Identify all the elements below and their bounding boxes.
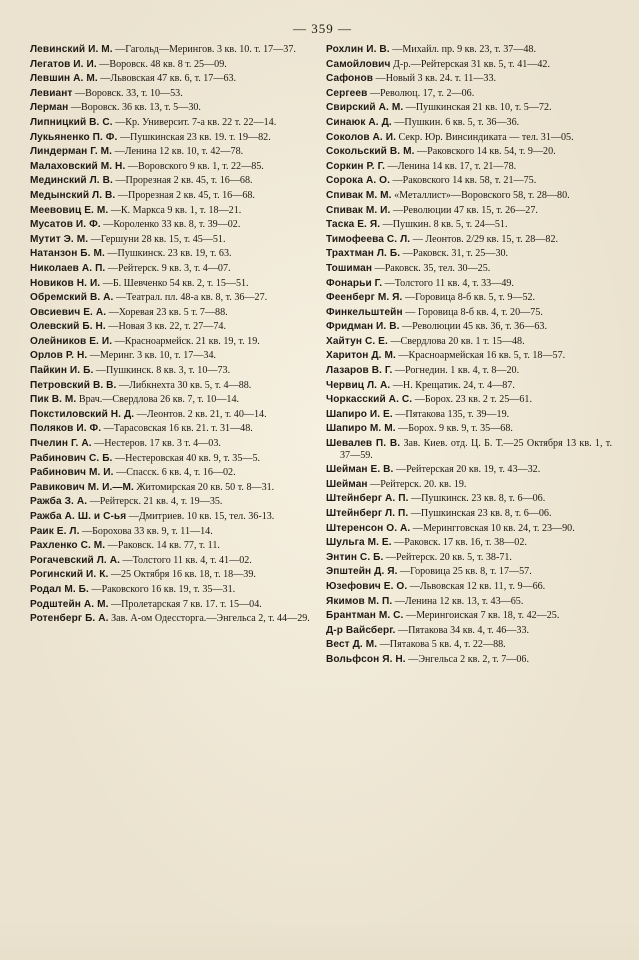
entry-details: —Рейтерск. 20. кв. 19. — [370, 478, 467, 490]
entry-details: —Горовица 25 кв. 8, т. 17—57. — [400, 566, 532, 578]
directory-entry — [326, 394, 612, 406]
entry-details: —Ленина 14 кв. 17, т. 21—78. — [387, 160, 517, 172]
directory-entry — [326, 292, 612, 304]
entry-name: Харитон Д. М. — [326, 350, 396, 362]
entry-details: —Пятакова 135, т. 39—19. — [395, 408, 510, 420]
columns — [30, 44, 615, 669]
directory-entry — [30, 175, 316, 187]
directory-entry — [30, 394, 316, 406]
directory-entry — [30, 102, 316, 114]
entry-name: Энтин С. Б. — [326, 551, 384, 563]
directory-entry — [30, 453, 316, 465]
entry-details: —Борох. 9 кв. 9, т. 35—68. — [398, 423, 513, 435]
entry-details: —Тарасовская 16 кв. 21. т. 31—48. — [103, 423, 253, 435]
entry-name: Мусатов И. Ф. — [30, 219, 101, 231]
entry-details: —Горовица 8-б кв. 5, т. 9—52. — [404, 292, 536, 304]
entry-details: —Раковск. 35, тел. 30—25. — [374, 262, 491, 274]
entry-name: Рохлин И. В. — [326, 44, 390, 55]
entry-name: Соркин Р. Г. — [326, 160, 386, 172]
entry-details: —Кр. Университ. 7-а кв. 22 т. 22—14. — [115, 116, 277, 128]
entry-details: —Раковск. 31, т. 25—30. — [402, 248, 509, 260]
entry-name: Штейнберг А. П. — [326, 493, 409, 505]
entry-name: Раик Е. Л. — [30, 525, 80, 537]
entry-name: Лазаров В. Г. — [326, 365, 393, 377]
directory-entry — [30, 205, 316, 217]
directory-entry — [30, 146, 316, 158]
directory-entry — [30, 555, 316, 567]
entry-details: —Раковск. 17 кв. 16, т. 38—02. — [394, 537, 527, 549]
directory-entry — [30, 73, 316, 85]
directory-entry — [30, 190, 316, 202]
entry-details: —Ленина 12 кв. 10, т. 42—78. — [114, 146, 244, 158]
entry-name: Рабинович С. Б. — [30, 452, 113, 464]
entry-name: Шапиро И. Е. — [326, 408, 393, 420]
directory-entry — [30, 350, 316, 362]
entry-details: —Гагольд—Мерингов. 3 кв. 10. т. 17—37. — [115, 44, 296, 55]
entry-details: —Нестеров. 17 кв. 3 т. 4—03. — [94, 438, 221, 450]
entry-details: —Пушкинск. 23 кв. 19, т. 63. — [107, 248, 232, 260]
directory-entry — [30, 278, 316, 290]
entry-name: Родал М. Б. — [30, 583, 89, 595]
directory-entry — [326, 566, 612, 578]
entry-details: —Раковского 16 кв. 19, т. 35—31. — [91, 583, 236, 595]
directory-entry — [326, 581, 612, 593]
entry-name: Пайкин И. Б. — [30, 365, 94, 377]
directory-entry — [326, 219, 612, 231]
page-bottom-edge — [0, 920, 639, 960]
entry-name: Сокольский В. М. — [326, 146, 415, 158]
directory-entry — [30, 496, 316, 508]
entry-name: Шейман — [326, 478, 368, 490]
directory-entry — [30, 423, 316, 435]
entry-name: Левинский И. М. — [30, 44, 113, 55]
entry-name: Свирский А. М. — [326, 102, 404, 114]
entry-details: —Красноармейская 16 кв. 5, т. 18—57. — [398, 350, 566, 362]
entry-details: —Толстого 11 кв. 4, т. 41—02. — [122, 554, 252, 566]
entry-details: —Революции 45 кв. 36, т. 36—63. — [402, 321, 547, 333]
directory-entry — [326, 552, 612, 564]
entry-name: Равикович М. И.—М. — [30, 481, 134, 493]
entry-details: Житомирская 20 кв. 50 т. 8—31. — [136, 481, 275, 493]
directory-entry — [30, 467, 316, 479]
entry-details: —Михайл. пр. 9 кв. 23, т. 37—48. — [392, 44, 536, 55]
entry-name: Таска Е. Я. — [326, 219, 381, 231]
entry-name: Петровский В. В. — [30, 379, 117, 391]
directory-entry — [326, 73, 612, 85]
entry-name: Чоркасский А. С. — [326, 394, 413, 406]
directory-entry — [30, 438, 316, 450]
entry-details: —Короленко 33 кв. 8, т. 39—02. — [103, 219, 241, 231]
directory-entry — [326, 321, 612, 333]
entry-name: Натанзон Б. М. — [30, 248, 105, 260]
entry-name: Вольфсон Я. Н. — [326, 653, 406, 665]
entry-name: Эпштейн Д. Я. — [326, 566, 398, 578]
directory-entry — [30, 321, 316, 333]
entry-details: —Энгельса 2 кв. 2, т. 7—06. — [408, 653, 529, 665]
entry-details: —Ленина 12 кв. 13, т. 43—65. — [394, 595, 524, 607]
directory-entry — [30, 219, 316, 231]
directory-entry — [326, 438, 612, 461]
directory-entry — [326, 350, 612, 362]
directory-entry — [326, 610, 612, 622]
entry-details: —Леонтов. 2 кв. 21, т. 40—14. — [136, 408, 267, 420]
directory-entry — [326, 146, 612, 158]
entry-name: Тимофеева С. Л. — [326, 233, 411, 245]
entry-details: —Пушкинская 23 кв. 19. т. 19—82. — [119, 131, 271, 143]
entry-details: —Гершуни 28 кв. 15, т. 45—51. — [90, 233, 226, 245]
entry-details: —Львовская 12 кв. 11, т. 9—66. — [409, 580, 546, 592]
entry-name: Липницкий В. С. — [30, 116, 113, 128]
entry-details: —Красноармейск. 21 кв. 19, т. 19. — [114, 335, 260, 347]
entry-details: —Рейтерск. 21 кв. 4, т. 19—35. — [89, 496, 223, 508]
directory-entry — [30, 511, 316, 523]
entry-name: Пик В. М. — [30, 394, 77, 406]
directory-entry — [326, 59, 612, 71]
directory-entry — [30, 526, 316, 538]
directory-entry — [30, 248, 316, 260]
directory-entry — [30, 584, 316, 596]
directory-entry — [326, 336, 612, 348]
entry-details: —Пятакова 5 кв. 4, т. 22—88. — [379, 639, 506, 651]
entry-details: —Революции 47 кв. 15, т. 26—27. — [392, 204, 538, 216]
entry-details: —Б. Шевченко 54 кв. 2, т. 15—51. — [102, 277, 249, 289]
entry-details: «Металлист»—Воровского 58, т. 28—80. — [394, 189, 570, 201]
entry-details: —Львовская 47 кв. 6, т. 17—63. — [100, 73, 237, 85]
entry-name: Лукьяненко П. Ф. — [30, 131, 118, 143]
directory-entry — [326, 278, 612, 290]
entry-details: —Пушкинская 23 кв. 8, т. 6—06. — [410, 508, 552, 519]
entry-name: Покстиловский Н. Д. — [30, 408, 135, 420]
entry-name: Рабинович М. И. — [30, 467, 114, 479]
entry-name: Ражба З. А. — [30, 496, 88, 508]
entry-details: —Толстого 11 кв. 4, т. 33—49. — [384, 277, 514, 289]
entry-details: —Раковского 14 кв. 58, т. 21—75. — [392, 175, 537, 187]
entry-name: Фридман И. В. — [326, 321, 400, 333]
entry-name: Медынский Л. В. — [30, 189, 116, 201]
directory-entry — [326, 175, 612, 187]
entry-name: Шапиро М. М. — [326, 423, 396, 435]
directory-entry — [30, 569, 316, 581]
directory-entry — [326, 409, 612, 421]
entry-details: — Леонтов. 2/29 кв. 15, т. 28—82. — [412, 233, 559, 245]
entry-details: Секр. Юр. Винсиндиката — тел. 31—05. — [398, 131, 574, 143]
entry-name: Хайтун С. Е. — [326, 335, 388, 347]
entry-name: Самойлович — [326, 58, 391, 70]
entry-details: Зав. А-ом Одессторга.—Энгельса 2, т. 44—29. — [111, 613, 310, 625]
entry-name: Ражба А. Ш. и С-ья — [30, 511, 127, 522]
directory-entry — [326, 44, 612, 56]
directory-entry — [326, 307, 612, 319]
entry-details: —Рейтерская 20 кв. 19, т. 43—32. — [395, 464, 541, 476]
entry-details: —Пятакова 34 кв. 4, т. 46—33. — [397, 624, 530, 636]
entry-details: —Новый 3 кв. 24. т. 11—33. — [375, 73, 497, 85]
directory-entry — [326, 596, 612, 608]
entry-name: Рахленко С. М. — [30, 540, 106, 552]
entry-name: Родштейн А. М. — [30, 598, 109, 610]
directory-entry — [30, 44, 316, 56]
entry-details: —Свердлова 20 кв. 1 т. 15—48. — [390, 335, 525, 347]
entry-details: Врач.—Свердлова 26 кв. 7, т. 10—14. — [78, 394, 240, 406]
directory-entry — [30, 540, 316, 552]
directory-entry — [326, 132, 612, 144]
entry-details: —Раковск. 14 кв. 77, т. 11. — [107, 540, 220, 552]
entry-name: Николаев А. П. — [30, 262, 106, 274]
directory-entry — [326, 205, 612, 217]
entry-name: Левшин А. М. — [30, 73, 98, 85]
directory-entry — [326, 365, 612, 377]
entry-name: Сергеев — [326, 87, 368, 99]
directory-entry — [326, 117, 612, 129]
entry-name: Трахтман Л. Б. — [326, 248, 401, 260]
entry-name: Якимов М. П. — [326, 595, 393, 607]
directory-entry — [326, 88, 612, 100]
entry-name: Овсиевич Е. А. — [30, 306, 107, 318]
entry-name: Мутит Э. М. — [30, 233, 89, 245]
entry-name: Лерман — [30, 102, 69, 114]
directory-entry — [326, 161, 612, 173]
directory-entry — [30, 161, 316, 173]
directory-entry — [326, 654, 612, 666]
entry-name: Вест Д. М. — [326, 639, 378, 651]
entry-details: —Мерингговская 10 кв. 24, т. 23—90. — [412, 522, 575, 534]
entry-name: Юзефович Е. О. — [326, 580, 408, 592]
directory-entry — [30, 482, 316, 494]
entry-name: Д-р Вайсберг. — [326, 624, 396, 636]
directory-entry — [30, 613, 316, 625]
directory-entry — [30, 88, 316, 100]
entry-details: —Новая 3 кв. 22, т. 27—74. — [108, 321, 226, 333]
entry-name: Сорока А. О. — [326, 175, 391, 187]
directory-entry — [30, 365, 316, 377]
entry-details: — Горовица 8-б кв. 4, т. 20—75. — [405, 306, 543, 318]
entry-name: Феенберг М. Я. — [326, 292, 403, 304]
directory-entry — [30, 307, 316, 319]
entry-name: Орлов Р. Н. — [30, 350, 88, 362]
entry-details: —Пушкинск. 23 кв. 8, т. 6—06. — [411, 493, 546, 505]
left-column — [30, 44, 316, 669]
entry-details: —К. Маркса 9 кв. 1, т. 18—21. — [110, 204, 242, 216]
directory-entry — [326, 625, 612, 637]
entry-name: Малаховский М. Н. — [30, 160, 126, 172]
directory-entry — [326, 479, 612, 491]
entry-name: Ротенберг Б. А. — [30, 613, 109, 625]
entry-name: Спивак М. И. — [326, 204, 391, 216]
entry-name: Меевовиц Е. М. — [30, 204, 109, 216]
entry-details: —Воровского 9 кв. 1, т. 22—85. — [127, 160, 264, 172]
directory-entry — [30, 59, 316, 71]
entry-name: Поляков И. Ф. — [30, 423, 102, 435]
page-number: — 359 — — [293, 21, 352, 36]
entry-name: Соколов А. И. — [326, 131, 396, 143]
entry-details: —Н. Крещатик. 24, т. 4—87. — [392, 379, 515, 391]
entry-details: —Прорезная 2 кв. 45, т. 16—68. — [117, 189, 255, 201]
entry-name: Рогинский И. К. — [30, 569, 109, 581]
entry-details: Зав. Киев. отд. Ц. Б. Т.—25 Октября 13 кв. 1, т. 37—59. — [340, 438, 612, 461]
directory-entry — [30, 117, 316, 129]
entry-details: —Рейтерск. 9 кв. 3, т. 4—07. — [107, 262, 231, 274]
entry-details: —Пролетарская 7 кв. 17. т. 15—04. — [111, 598, 262, 610]
directory-entry — [30, 263, 316, 275]
entry-details: —Революц. 17, т. 2—06. — [369, 87, 475, 99]
entry-name: Шевалев П. В. — [326, 438, 401, 450]
entry-name: Олевский Б. Н. — [30, 321, 106, 333]
directory-entry — [326, 493, 612, 505]
directory-entry — [30, 292, 316, 304]
entry-name: Мединский Л. В. — [30, 175, 113, 187]
entry-name: Шульга М. Е. — [326, 537, 392, 549]
entry-name: Легатов И. И. — [30, 58, 97, 70]
entry-details: —Спасск. 6 кв. 4, т. 16—02. — [116, 467, 236, 479]
directory-entry — [326, 523, 612, 535]
entry-name: Тошиман — [326, 262, 373, 274]
directory-entry — [326, 190, 612, 202]
entry-name: Рогачевский Л. А. — [30, 554, 121, 566]
entry-details: —Пушкинская 21 кв. 10, т. 5—72. — [405, 102, 552, 114]
directory-entry — [326, 102, 612, 114]
directory-entry — [30, 409, 316, 421]
entry-details: —Хоревая 23 кв. 5 т. 7—88. — [108, 306, 228, 318]
entry-name: Шейман Е. В. — [326, 464, 394, 476]
right-column — [326, 44, 612, 669]
entry-name: Брантман М. С. — [326, 610, 404, 622]
directory-entry — [326, 537, 612, 549]
entry-name: Фонарьи Г. — [326, 277, 383, 289]
entry-details: —Воровск. 36 кв. 13, т. 5—30. — [70, 102, 201, 114]
entry-details: —Рогнедин. 1 кв. 4, т. 8—20. — [394, 365, 520, 377]
directory-entry — [30, 380, 316, 392]
entry-name: Финкельштейн — [326, 306, 403, 318]
directory-entry — [30, 599, 316, 611]
directory-entry — [326, 234, 612, 246]
entry-details: —Нестеровская 40 кв. 9, т. 35—5. — [114, 452, 261, 464]
entry-details: —Пушкин. 8 кв. 5, т. 24—51. — [382, 219, 508, 231]
directory-entry — [326, 464, 612, 476]
directory-entry — [326, 508, 612, 520]
entry-name: Штеренсон О. А. — [326, 522, 411, 534]
directory-entry — [30, 132, 316, 144]
entry-details: —Борох. 23 кв. 2 т. 25—61. — [414, 394, 532, 406]
entry-details: —Дмитриев. 10 кв. 15, тел. 36-13. — [128, 511, 275, 522]
directory-entry — [30, 336, 316, 348]
entry-name: Пчелин Г. А. — [30, 438, 92, 450]
entry-name: Штейнберг Л. П. — [326, 508, 409, 519]
directory-entry — [326, 248, 612, 260]
entry-details: —Воровск. 33, т. 10—53. — [75, 87, 183, 99]
entry-details: —Воровск. 48 кв. 8 т. 25—09. — [99, 58, 227, 70]
entry-details: —Прорезная 2 кв. 45, т. 16—68. — [115, 175, 253, 187]
entry-details: —Пушкин. 6 кв. 5, т. 36—36. — [394, 116, 520, 128]
entry-name: Спивак М. М. — [326, 189, 392, 201]
directory-entry — [326, 263, 612, 275]
directory-entry — [326, 639, 612, 651]
entry-details: Д-р.—Рейтерская 31 кв. 5, т. 41—42. — [392, 58, 551, 70]
entry-name: Олейников Е. И. — [30, 335, 113, 347]
entry-name: Червиц Л. А. — [326, 379, 391, 391]
entry-details: —Меринг. 3 кв. 10, т. 17—34. — [89, 350, 217, 362]
entry-name: Сафонов — [326, 73, 374, 85]
entry-details: —25 Октября 16 кв. 18, т. 18—39. — [110, 569, 256, 581]
directory-entry — [326, 423, 612, 435]
entry-name: Обремский В. А. — [30, 292, 114, 304]
entry-details: —Борохова 33 кв. 9, т. 11—14. — [82, 525, 213, 537]
entry-details: —Мерингоиская 7 кв. 18, т. 42—25. — [405, 610, 560, 622]
entry-details: —Театрал. пл. 48-а кв. 8, т. 36—27. — [115, 292, 268, 304]
entry-details: —Пушкинск. 8 кв. 3, т. 10—73. — [95, 365, 231, 377]
directory-entry — [326, 380, 612, 392]
entry-name: Синаюк А. Д. — [326, 116, 392, 128]
entry-details: —Либкнехта 30 кв. 5, т. 4—88. — [118, 379, 252, 391]
directory-entry — [30, 234, 316, 246]
entry-name: Левиант — [30, 87, 73, 99]
entry-name: Линдерман Г. М. — [30, 146, 113, 158]
entry-details: —Раковского 14 кв. 54, т. 9—20. — [417, 146, 556, 158]
entry-name: Новиков Н. И. — [30, 277, 101, 289]
entry-details: —Рейтерск. 20 кв. 5, т. 38-71. — [385, 551, 512, 563]
